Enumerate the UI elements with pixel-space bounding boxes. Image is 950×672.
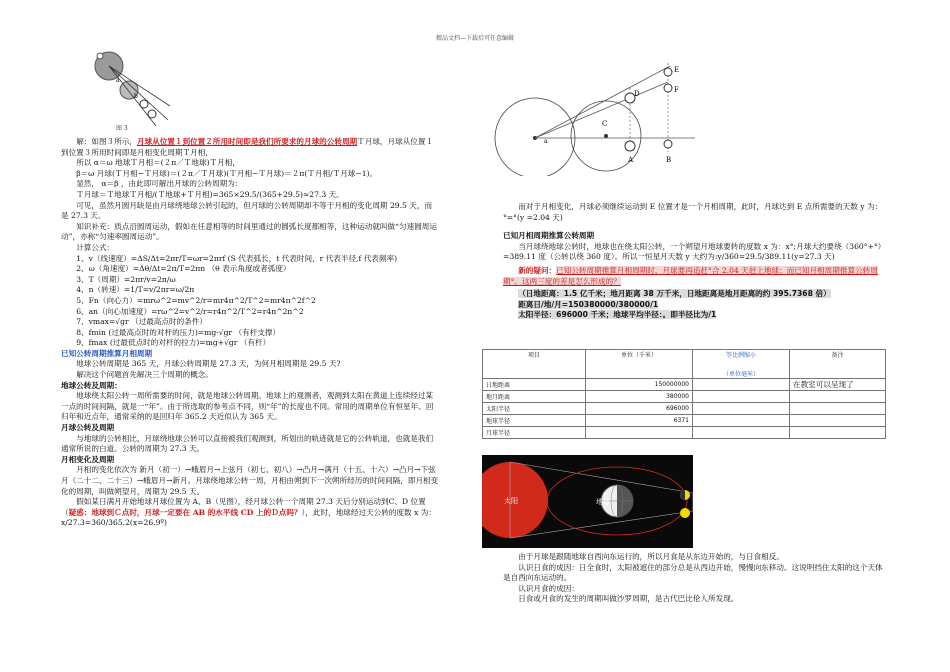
new-question	[503, 266, 883, 287]
paragraph: 地球公转周期是 365 天，月球公转周期是 27.3 天，为何月相周期是 29.5 天?	[76, 359, 341, 369]
distance-ratio: 距离日/地/月=150380000/380000/1	[518, 299, 659, 309]
moon-b	[664, 140, 672, 148]
formula-item: 2、ω（角速度）=Δθ/Δt=2π/T=2πn （θ 表示角度或者弧度）	[76, 264, 291, 274]
paragraph-lunar: 由于月球是跟随地球自西向东运行的，所以月食是从东边开始的，与日食相反。	[518, 552, 784, 561]
formula-item: 5、Fn（向心力）=mrω^2=mv^2/r=mr4π^2/T^2=mr4π^2f^2	[76, 295, 316, 305]
table-cell: 地月距离	[483, 391, 586, 403]
table-cell: 380000	[586, 391, 693, 403]
label-a: a	[116, 77, 120, 84]
label-a: a	[544, 138, 548, 145]
table-cell: 696000	[586, 403, 693, 415]
heading-phase: 月相变化及周期	[61, 454, 115, 464]
table-row	[483, 403, 886, 415]
paragraph-phase: 月相的变化依次为 新月（初一）→蛾眉月→上弦月（初七、初八）→凸月→满月（十五、十六）→凸月→下弦月（二十二、二十三）→蛾眉月→新月。月球绕地球公转一周，月相由朔到下一次朔所经历的时间间隔，即月相变化的周期，叫做朔望月，周期为 29.5 天。	[61, 465, 439, 496]
radius-info: 太阳半径：696000 千米；地球平均半径：。即半径比为/1	[518, 310, 717, 320]
formula-item: 9、fmax (过最低点时的对杆的拉力)=mg+√gr （有杆）	[76, 338, 271, 348]
question-text: 已知公转周期推算月相周期时，月球要再追赶°合 2.04 天赶上地球；而已知月相周期推算公转周期°。这两三度的差是怎么形成的？	[503, 265, 878, 286]
table-cell	[693, 415, 790, 427]
orbit-diagram	[490, 48, 700, 176]
left-column	[61, 137, 439, 529]
label-d: D	[634, 90, 640, 98]
table-cell	[790, 391, 886, 403]
paragraph-phase-2	[61, 497, 439, 529]
text: 解：如图３所示，	[76, 137, 137, 146]
equation-result: Ｔ月球＝Ｔ地球Ｔ月相/(Ｔ地球+Ｔ月相)=365×29.5/(365+29.5)≈27.3 天。	[76, 189, 344, 199]
label-capital-a: A	[628, 156, 634, 164]
table-cell	[693, 403, 790, 415]
table-cell: 月球半径	[483, 427, 586, 439]
header-item: 项目	[483, 350, 586, 379]
table-cell: 6371	[586, 415, 693, 427]
formula-item: 4、n（转速）=1/T=v/2πr=ω/2π	[76, 285, 195, 295]
moon-f	[664, 84, 672, 92]
table-cell	[790, 415, 886, 427]
paragraph-solution	[61, 137, 439, 158]
heading-moon: 月球公转及周期	[61, 423, 115, 433]
paragraph-sidereal: 当月球绕地球公转时，地球也在绕太阳公转，一个朔望月地球要转的度数 x 为：x°;月球大约要绕（360°+°）=389.11 度（公转以绕 360 度）。所以一恒星月天数 y 大约为:y/360=29.5/389.11(y=27.3 天)	[503, 241, 882, 262]
paragraph: 解决这个问题首先解决三个周期的概念。	[76, 370, 213, 380]
table-cell: 在教室可以呈现了	[790, 379, 886, 391]
page-header: 精品文档---下载后可任意编辑	[435, 35, 515, 42]
paragraph-conclusion: 可见，虽然月圆月缺是由月球绕地球公转引起的，但月球的公转周期却不等于月相的变化周期 29.5 天，而是 27.3 天。	[61, 200, 433, 221]
label-b: B	[666, 156, 672, 164]
table-cell	[586, 427, 693, 439]
paragraph-e-position: 而对于月相变化，月球必须继续运动到 E 位置才是一个月相周期，此时，月球达到 E 点所需要的天数 y 为：°=°(y =2.04 天)	[503, 202, 883, 222]
paragraph-solar: 认识日食的成因：日全食时，太阳被遮住的部分总是从西边开始，慢慢向东移动。这说明挡住太阳的这个天体是自西向东运动的。	[503, 562, 883, 583]
moon-position-3	[148, 110, 156, 118]
formula-item: 6、an（向心加速度）=rω^2=v^2/r=r4π^2/T^2=r4π^2n^2	[76, 306, 304, 316]
table-cell	[693, 379, 790, 391]
sun-label: 太阳	[504, 497, 518, 505]
right-column-top	[503, 202, 883, 321]
figure-caption: 图 3	[116, 125, 128, 132]
eclipse-diagram	[482, 455, 693, 548]
table-cell: 太阳半径	[483, 403, 586, 415]
equation-beta: β＝ω 月球(Ｔ月相−Ｔ月球)＝(２π／Ｔ月球)(Ｔ月相−Ｔ月球)＝２π(Ｔ月相/Ｔ月球−1)。	[76, 168, 378, 178]
formula-item: 7、vmax=√gr （过最高点时的条件）	[76, 317, 207, 327]
table-cell	[693, 391, 790, 403]
table-row	[483, 391, 886, 403]
text: Ｔ月球，月球从位置１到位置３所用时间即是月相变化周期Ｔ月相，	[61, 137, 434, 157]
header-unit: 单位（千米）	[586, 350, 693, 379]
line-1	[109, 66, 168, 120]
header-scale-label: 等比例缩小	[725, 352, 756, 359]
scale-table	[482, 349, 886, 439]
table-row	[483, 415, 886, 427]
paragraph-saros: 日食或月食的发生的周期叫做沙罗周期，是古代巴比伦人所发现。	[518, 594, 739, 604]
paragraph-earth: 地球绕太阳公转一周所需要的时间，就是地球公转周期。地球上的观测者，观测到太阳在黄道上连续经过某一点的时间间隔，就是一“年”。由于所选取的参考点不同，则“年”的长度也不同。常用的周期单位有恒星年、回归年和近点年，通常采纳的是回归年 365.2 天近似认为 365 天。	[61, 391, 434, 422]
highlight-red: 月球从位置１到位置２所用时间即是我们所要求的月球的公转周期	[136, 137, 358, 146]
line-3	[109, 66, 170, 106]
earth-label: 地球	[596, 498, 610, 506]
text: ），此时，地球经过天公转的度数 x 为：x/27.3=360/365.2(x=26.9º)	[61, 507, 436, 528]
table-row	[483, 427, 886, 439]
table-row	[483, 379, 886, 391]
distance-info: （日地距离：1.5 亿千米；地月距离 38 万千米，日地距离是地月距离的约 395.7368 倍）	[518, 289, 831, 299]
label-e: E	[674, 66, 680, 74]
paragraph-knowledge: 知识补充：质点沿圆周运动，假如在任意相等的时间里通过的圆弧长度都相等，这种运动就叫做“匀速圆周运动”，亦称“匀速率圆周运动”。	[61, 221, 437, 242]
table-cell	[790, 427, 886, 439]
table-cell: 地球半径	[483, 415, 586, 427]
section-title: 已知公转周期推算月相周期	[61, 348, 153, 358]
table-cell	[790, 403, 886, 415]
figure-3-diagram	[72, 48, 182, 130]
formula-title: 计算公式：	[76, 242, 115, 252]
question-red: 疑惑：地球到Ｃ点时，月球一定要在 AB 的水平线 CD 上的Ｄ点吗？	[68, 507, 302, 517]
table-body	[483, 379, 886, 439]
text: 假如某日满月开始地球月球位置为 A、B（见图），经月球公转一个周期 27.3 天后分别运动到C、D 位置（	[61, 497, 426, 517]
moon-2	[680, 508, 690, 518]
heading-earth: 地球公转及周期：	[61, 380, 122, 390]
formula-item: 3、T（周期）=2πr/v=2π/ω	[76, 274, 176, 284]
formula-item: 1、v（线速度）=ΔS/Δt=2πr/T=ωr=2πrf (S 代表弧长，t 代表时间，r 代表半径,f 代表频率)	[76, 253, 398, 263]
label-c: C	[602, 120, 608, 128]
table-cell: 日地距离	[483, 379, 586, 391]
equation-note: 显然， α＝β ，由此即可解出月球的公转周期为：	[76, 179, 243, 189]
table-header-row	[483, 350, 886, 379]
moon-position-2	[140, 100, 148, 108]
section-title: 已知月相周期推算公转周期	[503, 231, 595, 241]
equation-alpha: 所以 α＝ω 地球Ｔ月相＝(２π／Ｔ地球)Ｔ月相，	[76, 158, 240, 168]
spacer	[503, 223, 883, 231]
right-column-bottom	[503, 552, 883, 605]
label-f: F	[674, 86, 679, 94]
label-b: b	[134, 93, 138, 100]
table-cell: 150000000	[586, 379, 693, 391]
paragraph-moon: 与地球的公转相比，月球绕地球公转可以直接被我们观测到，所划出的轨迹就是它的公转轨道，也就是我们通常所说的白道。公转的周期为 27.3 天。	[61, 433, 434, 454]
paragraph-lunar-cause: 认识月食的成因：	[518, 583, 579, 593]
header-scale-sub: （单位毫米）	[722, 371, 759, 378]
question-label: 新的疑问：	[518, 265, 557, 275]
moon-b2	[625, 141, 635, 151]
header-scale	[693, 350, 790, 379]
moon-e	[664, 68, 672, 76]
line-to-f	[535, 82, 668, 138]
formula-list	[61, 254, 439, 349]
formula-item: 8、fmin (过最高点时的对杆的压力)=mg-√gr （有杆支撑）	[76, 327, 281, 337]
table-cell	[693, 427, 790, 439]
point	[604, 134, 608, 138]
header-note: 备注	[790, 350, 886, 379]
small-circle	[97, 53, 103, 59]
